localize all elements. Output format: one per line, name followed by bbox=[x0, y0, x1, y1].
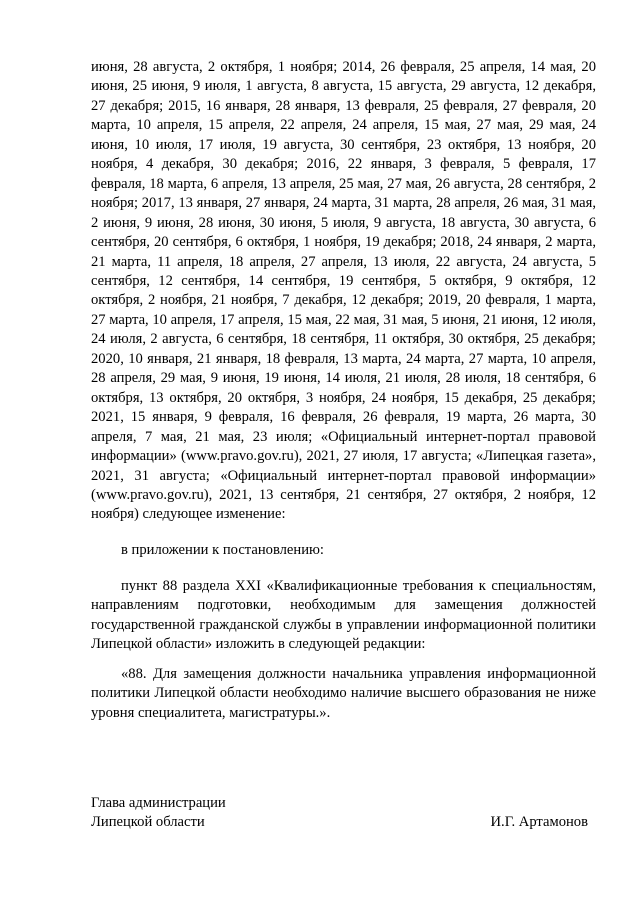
signatory-name: И.Г. Артамонов bbox=[490, 814, 588, 831]
main-paragraph: июня, 28 августа, 2 октября, 1 ноября; 2014, 26 февраля, 25 апреля, 14 мая, 20 июня, 25 июня, 9 июля, 1 августа, 8 августа, 15 августа, 29 августа, 12 декабря, 27 декабря; 2015, 16 января, 28 января, 13 февраля, 25 февраля, 27 февраля, 20 марта, 10 апреля, 15 апреля, 22 апреля, 24 апреля, 15 мая, 27 мая, 29 мая, 24 июня, 10 июля, 17 июля, 19 августа, 30 сентября, 23 октября, 13 ноября, 20 ноября, 4 декабря, 30 декабря; 2016, 22 января, 3 февраля, 5 февраля, 17 февраля, 18 марта, 6 апреля, 13 апреля, 25 мая, 27 мая, 26 августа, 28 сентября, 2 ноября; 2017, 13 января, 27 января, 24 марта, 31 марта, 28 апреля, 26 мая, 31 мая, 2 июня, 9 июня, 28 июня, 30 июня, 5 июля, 9 августа, 18 августа, 30 августа, 6 сентября, 20 сентября, 6 октября, 1 ноября, 19 декабря; 2018, 24 января, 2 марта, 21 марта, 11 апреля, 18 апреля, 27 апреля, 13 июля, 22 августа, 24 августа, 5 сентября, 12 сентября, 14 сентября, 19 сентября, 5 октября, 9 октября, 12 октября, 2 ноября, 21 ноября, 7 декабря, 12 декабря; 2019, 20 февраля, 1 марта, 27 марта, 10 апреля, 17 апреля, 15 мая, 22 мая, 31 мая, 5 июня, 21 июня, 12 июля, 24 июля, 2 августа, 6 сентября, 18 сентября, 11 октября, 30 октября, 25 декабря; 2020, 10 января, 21 января, 18 февраля, 13 марта, 24 марта, 27 марта, 10 апреля, 28 апреля, 29 мая, 9 июня, 19 июня, 14 июля, 21 июля, 28 июля, 18 сентября, 6 октября, 13 октября, 20 октября, 3 ноября, 24 ноября, 15 декабря, 25 декабря; 2021, 15 января, 9 февраля, 16 февраля, 26 февраля, 19 марта, 26 марта, 30 апреля, 7 мая, 21 мая, 23 июля; «Официальный интернет-портал правовой информации» (www.pravo.gov.ru), 2021, 27 июля, 17 августа; «Липецкая газета», 2021, 31 августа; «Официальный интернет-портал правовой информации» (www.pravo.gov.ru), 2021, 13 сентября, 21 сентября, 27 октября, 2 ноября, 12 ноября) следующее изменение: bbox=[91, 59, 596, 523]
appendix-line: в приложении к постановлению: bbox=[121, 542, 324, 558]
signatory-title-line2: Липецкой области bbox=[91, 814, 205, 831]
new-text-paragraph: «88. Для замещения должности начальника управления информационной политики Липецкой области необходимо наличие высшего образования не ниже уровня специалитета, магистратуры.». bbox=[91, 666, 596, 721]
signature-block bbox=[91, 794, 596, 833]
signatory-title-line1: Глава администрации bbox=[91, 795, 226, 811]
point-88-paragraph: пункт 88 раздела XXI «Квалификационные требования к специальностям, направлениям подготовки, необходимым для замещения должностей государственной гражданской службы в управлении информационной политики Липецкой области» изложить в следующей редакции: bbox=[91, 578, 596, 653]
